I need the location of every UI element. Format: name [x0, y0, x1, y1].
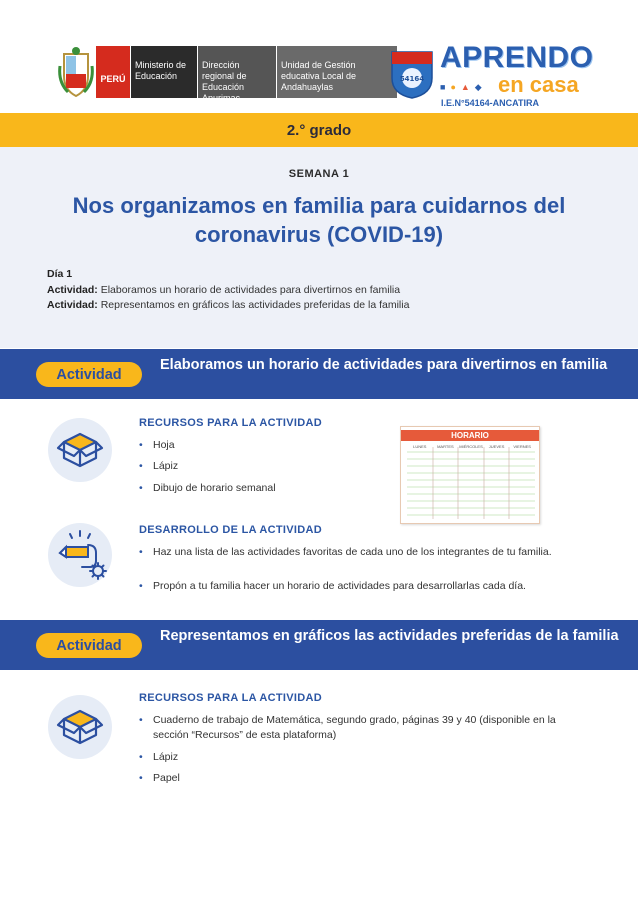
intro-activity-1	[47, 284, 400, 296]
activity-1-pill: Actividad	[36, 362, 142, 387]
resource-item: • Papel	[139, 772, 180, 784]
box-icon	[48, 418, 112, 482]
page-title: Nos organizamos en familia para cuidarnos del coronavirus (COVID-19)	[72, 193, 566, 247]
ministry-logo	[96, 46, 397, 103]
schedule-grid	[401, 427, 539, 523]
activity-1-bar	[0, 349, 638, 399]
ministry-label: Ministerio de Educación	[130, 46, 197, 98]
activity-label: Actividad:	[47, 299, 98, 311]
resource-item: • Cuaderno de trabajo de Matemática, segundo grado, páginas 39 y 40 (disponible en la sección “Recursos” de esta plataforma)	[139, 714, 556, 741]
activity-1-development-heading: DESARROLLO DE LA ACTIVIDAD	[139, 524, 322, 536]
intro-activity-2-text: Representamos en gráficos las actividades preferidas de la familia	[100, 299, 410, 311]
schedule-column: VIERNES	[513, 444, 531, 449]
header	[0, 0, 638, 112]
activity-label: Actividad:	[47, 284, 98, 296]
schedule-column: MIÉRCOLES	[459, 444, 483, 449]
school-badge-icon	[388, 48, 436, 100]
pencil-gear-icon	[48, 523, 112, 587]
brand-dots: ■●▲◆	[440, 82, 487, 92]
intro-activity-1-text: Elaboramos un horario de actividades para divertirnos en familia	[100, 284, 401, 296]
ugel-label: Unidad de Gestión educativa Local de Andahuaylas	[276, 46, 397, 98]
schedule-title: HORARIO	[401, 430, 539, 441]
intro-section	[0, 147, 638, 348]
region-label: Dirección regional de Educación Apurimac	[197, 46, 276, 98]
peru-shield-icon	[58, 46, 94, 98]
schedule-image	[400, 426, 540, 524]
box-icon	[48, 695, 112, 759]
development-item: • Propón a tu familia hacer un horario de actividades para desarrollarlas cada día.	[139, 580, 526, 592]
activity-1-resources-heading: RECURSOS PARA LA ACTIVIDAD	[139, 417, 322, 429]
peru-label: PERÚ	[96, 46, 130, 98]
day-label: Día 1	[47, 268, 73, 280]
week-label: SEMANA 1	[288, 168, 350, 180]
activity-2-pill: Actividad	[36, 633, 142, 658]
brand-main: APRENDO	[440, 41, 594, 74]
activity-1-title: Elaboramos un horario de actividades para divertirnos en familia	[160, 357, 608, 373]
resource-item: • Dibujo de horario semanal	[139, 482, 276, 494]
school-badge-text: 54164	[399, 75, 425, 83]
resource-item: • Lápiz	[139, 751, 179, 763]
school-code: I.E.N°54164-ANCATIRA	[441, 98, 539, 108]
development-item: • Haz una lista de las actividades favoritas de cada uno de los integrantes de tu familia.	[139, 546, 552, 558]
activity-2-resources-heading: RECURSOS PARA LA ACTIVIDAD	[139, 692, 322, 704]
resource-item: • Lápiz	[139, 460, 179, 472]
grade-label: 2.° grado	[286, 121, 352, 139]
grade-band	[0, 113, 638, 147]
brand-sub: en casa	[498, 72, 579, 97]
activity-2-title: Representamos en gráficos las actividades preferidas de la familia	[160, 628, 619, 644]
intro-activity-2	[47, 299, 409, 311]
schedule-column: LUNES	[413, 444, 427, 449]
schedule-column: MARTES	[437, 444, 454, 449]
schedule-column: JUEVES	[488, 444, 505, 449]
activity-2-bar	[0, 620, 638, 670]
resource-item: • Hoja	[139, 439, 175, 451]
